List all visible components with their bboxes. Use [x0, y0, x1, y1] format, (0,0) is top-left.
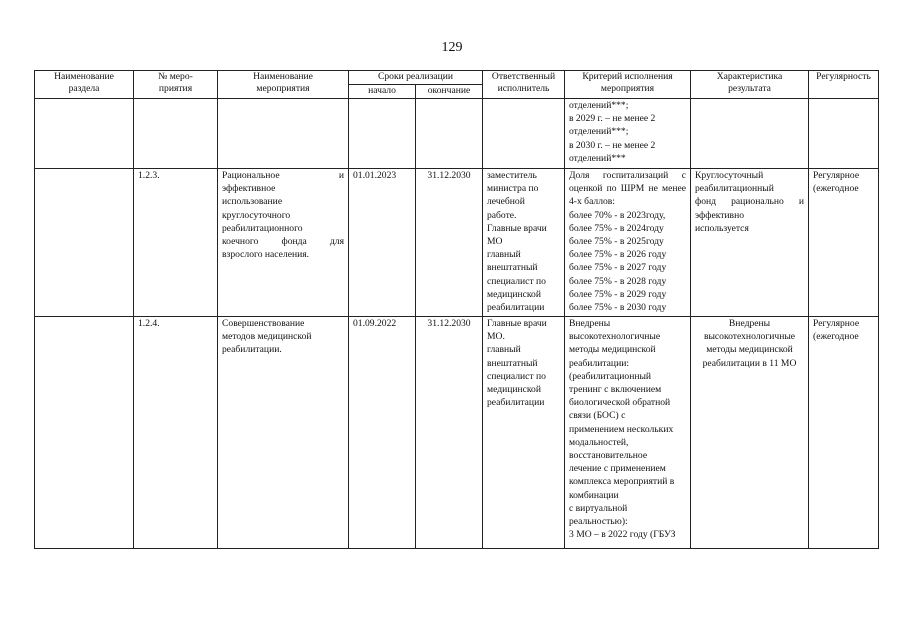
cell-name — [218, 99, 349, 169]
cell-criterion: отделений***; в 2029 г. – не менее 2 отделений***; в 2030 г. – не менее 2 отделений*** — [565, 99, 691, 169]
header-event-number: № меро- приятия — [134, 71, 218, 99]
cell-executor: заместитель министра по лечебной работе. Главные врачи МО главный внештатный специалист по медицинской реабилитации — [483, 169, 565, 317]
page-number: 129 — [441, 40, 463, 55]
cell-end — [416, 99, 483, 169]
cell-executor: Главные врачи МО. главный внештатный специалист по медицинской реабилитации — [483, 317, 565, 549]
cell-section — [35, 99, 134, 169]
cell-section — [35, 317, 134, 549]
header-executor: Ответственный исполнитель — [483, 71, 565, 99]
cell-regularity: Регулярное (ежегодное — [809, 317, 879, 549]
cell-number — [134, 99, 218, 169]
table-row — [35, 99, 879, 169]
cell-start — [349, 99, 416, 169]
table-row — [35, 317, 879, 549]
cell-section — [35, 169, 134, 317]
header-section-name: Наименование раздела — [35, 71, 134, 99]
cell-result — [691, 99, 809, 169]
cell-end: 31.12.2030 — [416, 317, 483, 549]
header-start: начало — [349, 85, 416, 99]
header-regularity: Регулярность — [809, 71, 879, 99]
cell-result: Круглосуточный реабилитационный фонд рационально и эффективно используется — [691, 169, 809, 317]
cell-end: 31.12.2030 — [416, 169, 483, 317]
header-event-name: Наименование мероприятия — [218, 71, 349, 99]
table-row — [35, 169, 879, 317]
cell-executor — [483, 99, 565, 169]
header-period: Сроки реализации — [349, 71, 483, 85]
cell-regularity: Регулярное (ежегодное — [809, 169, 879, 317]
header-criterion: Критерий исполнения мероприятия — [565, 71, 691, 99]
cell-criterion: Доля госпитализаций с оценкой по ШРМ не менее 4-х баллов: более 70% - в 2023году, более 75% - в 2024году более 75% - в 2025году более 75% - в 2026 году более 75% - в 2027 году более 75% - в 2028 году более 75% - в 2029 году более 75% - в 2030 году — [565, 169, 691, 317]
cell-regularity — [809, 99, 879, 169]
program-table — [34, 70, 879, 549]
cell-number: 1.2.3. — [134, 169, 218, 317]
cell-start: 01.09.2022 — [349, 317, 416, 549]
header-end: окончание — [416, 85, 483, 99]
cell-result: Внедрены высокотехнологичные методы медицинской реабилитации в 11 МО — [691, 317, 809, 549]
cell-name: Совершенствование методов медицинской реабилитации. — [218, 317, 349, 549]
cell-criterion: Внедрены высокотехнологичные методы медицинской реабилитации: (реабилитационный тренинг с включением биологической обратной связи (БОС) с применением нескольких модальностей, восстановительное лечение с применением комплекса мероприятий в комбинации с виртуальной реальностью): 3 МО – в 2022 году (ГБУЗ — [565, 317, 691, 549]
cell-start: 01.01.2023 — [349, 169, 416, 317]
header-result: Характеристика результата — [691, 71, 809, 99]
cell-number: 1.2.4. — [134, 317, 218, 549]
cell-name: Рациональное и эффективное использование круглосуточного реабилитационного коечного фонда для взрослого населения. — [218, 169, 349, 317]
